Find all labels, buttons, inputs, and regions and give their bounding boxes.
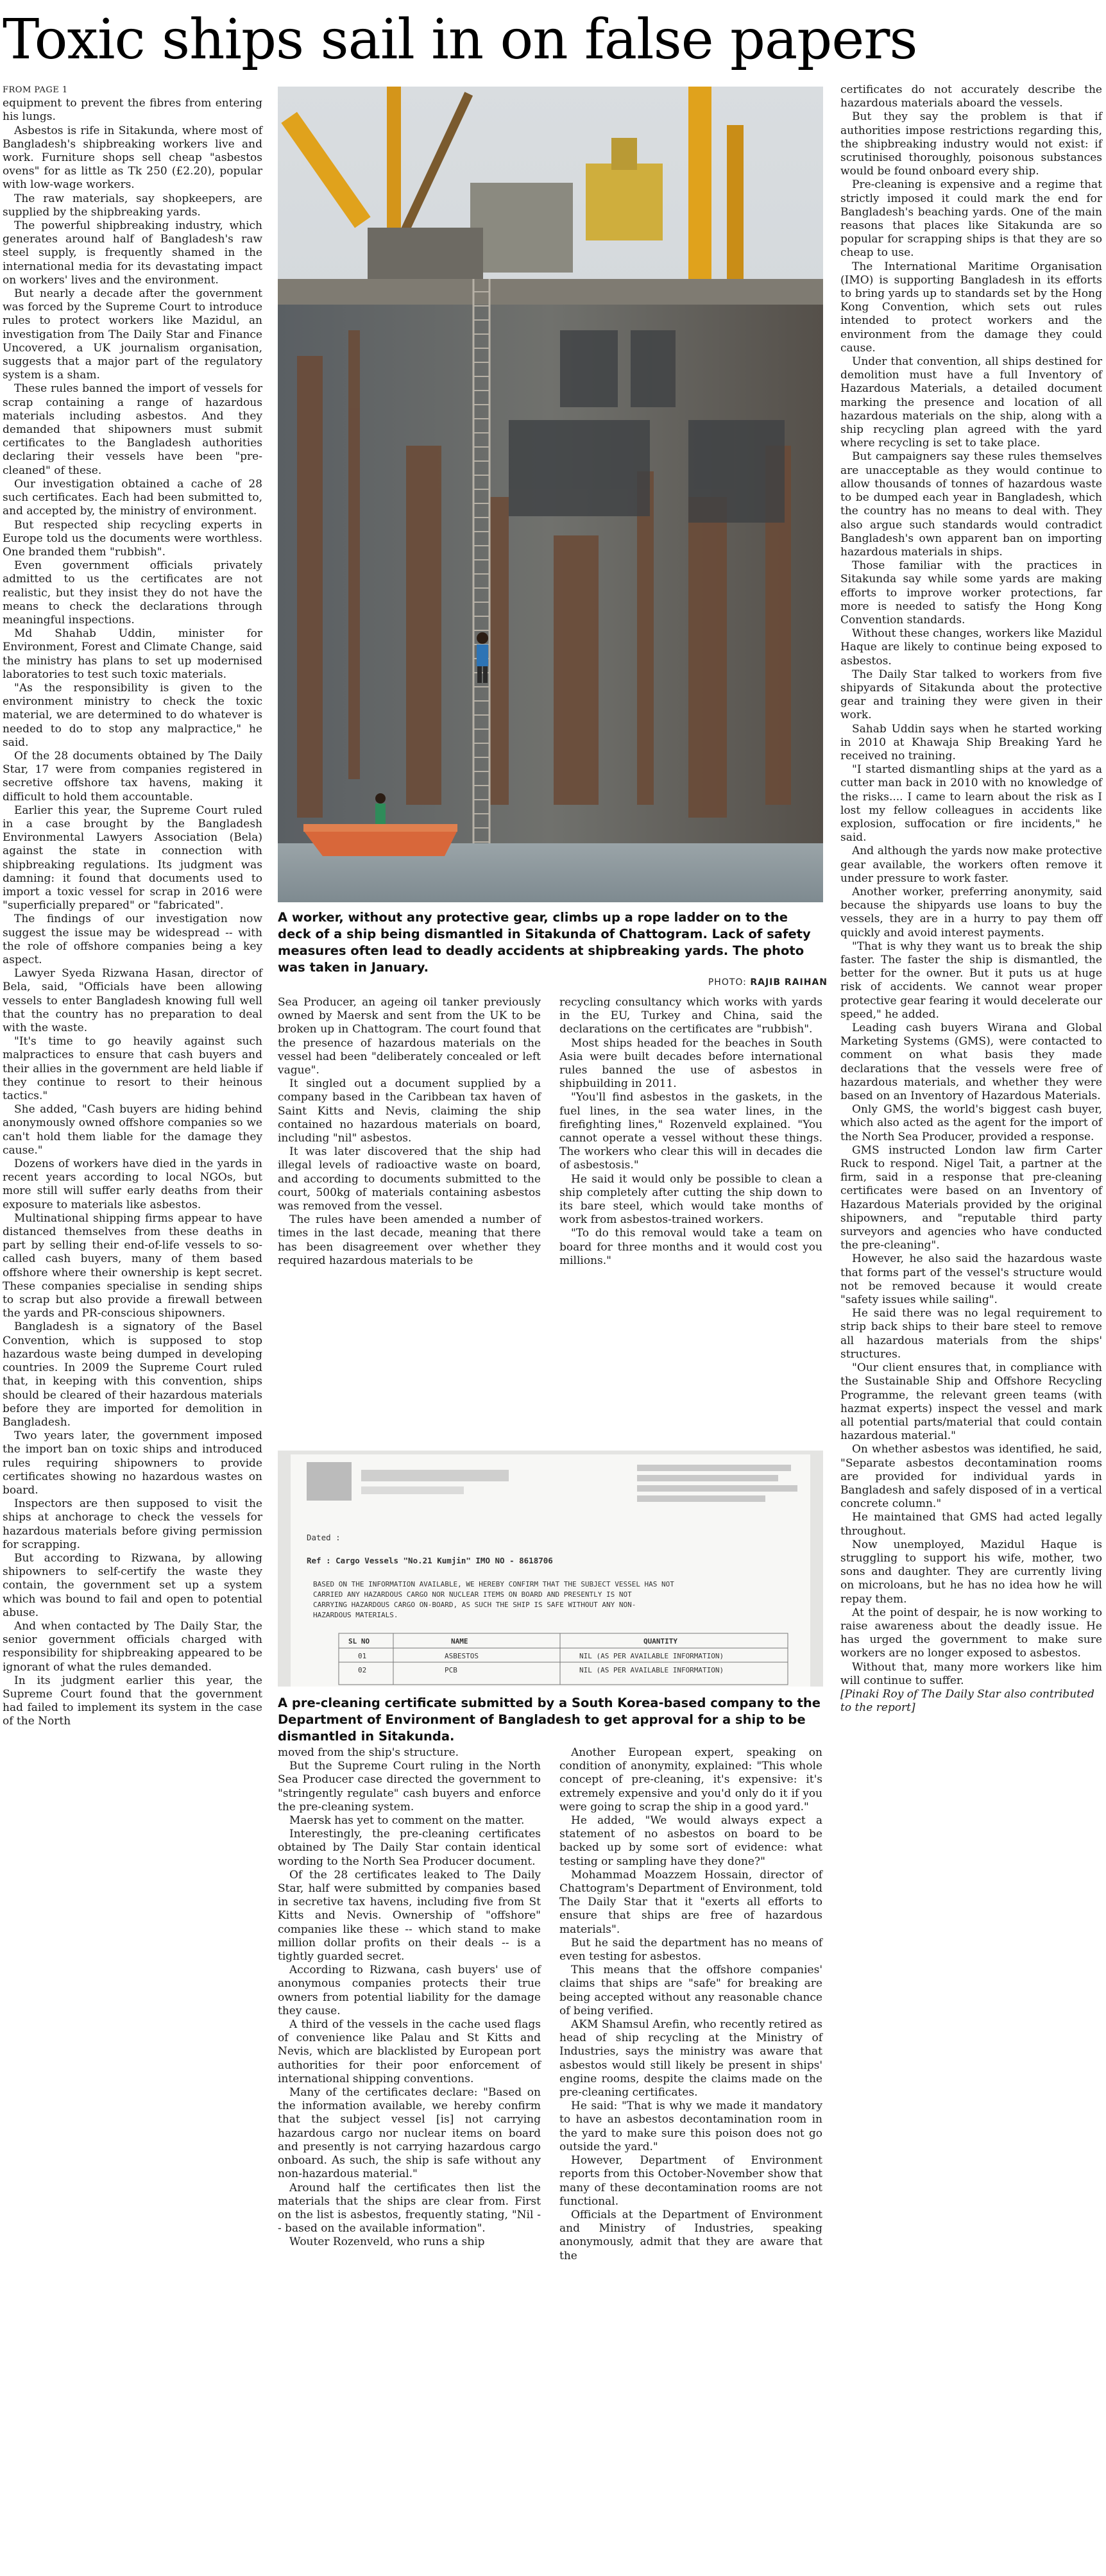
article-column-2-upper (278, 996, 541, 1268)
paragraph: Lawyer Syeda Rizwana Hasan, director of Bela, said, "Officials have been allowing vessels to enter Bangladesh knowing full well that the country has no preparation to deal with the waste. (3, 967, 262, 1035)
paragraph: Earlier this year, the Supreme Court ruled in a case brought by the Bangladesh Environmental Lawyers Association (Bela) against the state in connection with shipbreaking regulations. Its judgment was damning: it found that documents used to import a toxic vessel for scrap in 2016 were "superficially prepared" or "fabricated". (3, 804, 262, 913)
paragraph: certificates do not accurately describe the hazardous materials aboard the vessels. (840, 83, 1102, 110)
cert-dated: Dated : (307, 1533, 341, 1542)
paragraph: Of the 28 certificates leaked to The Daily Star, half were submitted by companies based in secretive tax havens, including five from St Kitts and Nevis. Ownership of "offshore" companies like these -- which stand to make million dollar profits on their deals -- is a tightly guarded secret. (278, 1868, 541, 1964)
paragraph: Now unemployed, Mazidul Haque is struggling to support his wife, mother, two sons and daughter. They are currently living on microloans, but he has no idea how he will repay them. (840, 1538, 1102, 1606)
paragraph: "To do this removal would take a team on board for three months and it would cost you millions." (559, 1227, 822, 1267)
paragraph: In its judgment earlier this year, the Supreme Court found that the government had failed to implement its system in the case of the North (3, 1674, 262, 1728)
paragraph: Under that convention, all ships destined for demolition must have a full Inventory of Hazardous Materials, a detailed document marking the presence and location of all hazardous materials on the ship, along with a ship recycling plan agreed with the yard where recycling is set to take place. (840, 355, 1102, 450)
paragraph: Another European expert, speaking on condition of anonymity, explained: "This whole concept of pre-cleaning, it's expensive: it's extremely expensive and you'd only do it if you were going to scrap the ship in a good yard." (559, 1746, 822, 1814)
paragraph: Those familiar with the practices in Sitakunda say while some yards are making efforts to improve worker protections, far more is needed to satisfy the Hong Kong Convention standards. (840, 559, 1102, 627)
photo-shipbreaking-worker (278, 87, 823, 902)
cert-row-1-qty: NIL (AS PER AVAILABLE INFORMATION) (579, 1652, 724, 1660)
paragraph: He said: "That is why we made it mandatory to have an asbestos decontamination room in the yard to make sure this poison does not go outside the yard." (559, 2100, 822, 2153)
paragraph: This means that the offshore companies' claims that ships are "safe" for breaking are being accepted without any reasonable chance of being verified. (559, 1964, 822, 2017)
cert-th-quantity: QUANTITY (643, 1637, 677, 1646)
photo-credit (674, 977, 828, 988)
photo-certificate (278, 1451, 823, 1687)
paragraph: Wouter Rozenveld, who runs a ship (289, 2235, 485, 2249)
paragraph: "I started dismantling ships at the yard as a cutter man back in 2010 with no knowledge of the risks.... I came to learn about the risk as I lost my fellow colleagues in accidents like explosion, suffocation or fire incidents," he said. (840, 763, 1102, 845)
article-column-2-lower (278, 1746, 541, 2250)
paragraph: A third of the vessels in the cache used flags of convenience like Palau and St Kitts and Nevis, which are blacklisted by European port authorities for their poor enforcement of international shipping conventions. (278, 2018, 541, 2085)
paragraph: It singled out a document supplied by a company based in the Caribbean tax haven of Saint Kitts and Nevis, claiming the ship contained no hazardous materials on board, including "nil" asbestos. (278, 1077, 541, 1145)
paragraph: He added, "We would always expect a statement of no asbestos on board to be backed up by some sort of evidence: what testing or sampling have they done?" (559, 1814, 822, 1868)
paragraph: But they say the problem is that if authorities impose restrictions regarding this, the shipbreaking industry would not exist: if scrutinised thoroughly, poisonous substances would be found onboard every ship. (840, 110, 1102, 178)
paragraph: Pre-cleaning is expensive and a regime that strictly imposed it could mark the end for Bangladesh's beaching yards. One of the main reasons that places like Sitakunda are so popular for scrapping ships is that they are so cheap to use. (840, 178, 1102, 260)
photo-credit-name: RAJIB RAIHAN (750, 977, 828, 988)
paragraph: Many of the certificates declare: "Based on the information available, we hereby confirm that the subject vessel [is] not carrying hazardous cargo nor nuclear items on board and presently is not carrying hazardous cargo onboard. As such, the ship is safe without any non-hazardous material." (278, 2086, 541, 2181)
paragraph: Around half the certificates then list the materials that the ships are clear from. First on the list is asbestos, frequently stating, "Nil -- based on the available information". (278, 2181, 541, 2235)
paragraph: On whether asbestos was identified, he said, "Separate asbestos decontamination rooms are provided for individual yards in Bangladesh and safely disposed of in a vertical concrete column." (840, 1443, 1102, 1511)
cert-row-2-name: PCB (445, 1666, 457, 1674)
paragraph: Mohammad Moazzem Hossain, director of Chattogram's Department of Environment, told The Daily Star that it "exerts all efforts to ensure that ships are free of hazardous materials". (559, 1868, 822, 1936)
paragraph: Inspectors are then supposed to visit the ships at anchorage to check the vessels for hazardous materials before giving permission for scrapping. (3, 1497, 262, 1551)
paragraph: Md Shahab Uddin, minister for Environment, Forest and Climate Change, said the ministry has plans to set up modernised laboratories to test such toxic materials. (3, 627, 262, 681)
paragraph: Without these changes, workers like Mazidul Haque are likely to continue being exposed to asbestos. (840, 627, 1102, 668)
paragraph: According to Rizwana, cash buyers' use of anonymous companies protects their true owners from potential liability for the damage they cause. (278, 1964, 541, 2017)
article-column-3-upper (559, 996, 822, 1268)
paragraph: Multinational shipping firms appear to have distanced themselves from these deaths in part by selling their end-of-life vessels to so-called cash buyers, many of them based offshore where their ownership is kept secret. These companies specialise in sending ships to scrap but also provide a firewall between the yards and PR-conscious shipowners. (3, 1211, 262, 1320)
paragraph: He said it would only be possible to clean a ship completely after cutting the ship down to its bare steel, which would take months of work from asbestos-trained workers. (559, 1172, 822, 1227)
article-column-4 (840, 83, 1102, 1715)
cert-row-1-name: ASBESTOS (445, 1652, 479, 1660)
certificate-document (278, 1451, 823, 1687)
paragraph: "Our client ensures that, in compliance with the Sustainable Ship and Offshore Recycling Programme, the relevant green teams (with hazmat experts) inspect the vessel and mark all potential parts/material that could contain hazardous material." (840, 1361, 1102, 1443)
paragraph: Sea Producer, an ageing oil tanker previously owned by Maersk and sent from the UK to be broken up in Chattogram. The court found that the presence of hazardous materials on the vessel had been "deliberately concealed or left vague". (278, 996, 541, 1077)
paragraph: It was later discovered that the ship had illegal levels of radioactive waste on board, and according to documents submitted to the court, 500kg of materials containing asbestos was removed from the vessel. (278, 1145, 541, 1213)
paragraph: Two years later, the government imposed the import ban on toxic ships and introduced rules requiring shipowners to provide certificates showing no hazardous wastes on board. (3, 1429, 262, 1497)
cert-row-2-sl: 02 (358, 1666, 367, 1674)
paragraph: At the point of despair, he is now working to raise awareness about the deadly issue. He has urged the government to make sure workers are no longer exposed to asbestos. (840, 1606, 1102, 1660)
cert-row-1-sl: 01 (358, 1652, 367, 1660)
paragraph: FROM PAGE 1 (3, 85, 68, 95)
paragraph: Interestingly, the pre-cleaning certificates obtained by The Daily Star contain identical wording to the North Sea Producer document. (278, 1828, 541, 1868)
paragraph: equipment to prevent the fibres from entering his lungs. (3, 97, 262, 124)
paragraph: AKM Shamsul Arefin, who recently retired as head of ship recycling at the Ministry of Industries, says the ministry was aware that asbestos would still likely be present in ships' engine rooms, despite the claims made on the pre-cleaning certificates. (559, 2018, 822, 2100)
paragraph: But the Supreme Court ruling in the North Sea Producer case directed the government to "stringently regulate" cash buyers and enforce the pre-cleaning system. (278, 1760, 541, 1814)
paragraph: But campaigners say these rules themselves are unacceptable as they would continue to allow thousands of tonnes of hazardous waste to be dumped each year in Bangladesh, which the country has no means to deal with. They also argue such standards would contradict Bangladesh's own apparent ban on importing hazardous materials in ships. (840, 450, 1102, 559)
paragraph: She added, "Cash buyers are hiding behind anonymously owned offshore companies so we can't hold them liable for the damage they cause." (3, 1103, 262, 1157)
paragraph: But according to Rizwana, by allowing shipowners to self-certify the waste they contain, the government set up a system which was bound to fail and open to potential abuse. (3, 1551, 262, 1619)
article-column-1 (3, 83, 262, 1729)
paragraph: GMS instructed London law firm Carter Ruck to respond. Nigel Tait, a partner at the firm, said in a response that pre-cleaning certificates were based on an Inventory of Hazardous Materials provided by the original shipowners, and "reputable third party surveyors and agencies who have conducted the pre-cleaning". (840, 1143, 1102, 1252)
paragraph: However, Department of Environment reports from this October-November show that many of these decontamination rooms are not functional. (559, 2154, 822, 2208)
paragraph: Another worker, preferring anonymity, said because the shipyards use loans to buy the vessels, they are in a hurry to pay them off quickly and avoid interest payments. (840, 885, 1102, 939)
article-column-3-lower (559, 1746, 822, 2263)
paragraph: However, he also said the hazardous waste that forms part of the vessel's structure would not be removed because it would create "safety issues while sailing". (840, 1252, 1102, 1307)
paragraph: [Pinaki Roy of The Daily Star also contributed to the report] (840, 1687, 1094, 1715)
paragraph: The findings of our investigation now suggest the issue may be widespread -- with the role of offshore companies being a key aspect. (3, 913, 262, 966)
paragraph: And although the yards now make protective gear available, the workers often remove it under pressure to work faster. (840, 845, 1102, 885)
paragraph: He said there was no legal requirement to strip back ships to their bare steel to remove all hazardous materials from the ships' structures. (840, 1307, 1102, 1361)
cert-th-name: NAME (451, 1637, 468, 1646)
paragraph: Sahab Uddin says when he started working in 2010 at Khawaja Ship Breaking Yard he received no training. (840, 722, 1102, 762)
paragraph: These rules banned the import of vessels for scrap containing a range of hazardous materials including asbestos. And they demanded that shipowners must submit certificates to the Bangladesh authorities declaring their vessels have been "pre-cleaned" of these. (3, 382, 262, 477)
paragraph: Dozens of workers have died in the yards in recent years according to local NGOs, but more still will suffer early deaths from their exposure to materials like asbestos. (3, 1158, 262, 1211)
paragraph: But he said the department has no means of even testing for asbestos. (559, 1936, 822, 1964)
cert-row-2-qty: NIL (AS PER AVAILABLE INFORMATION) (579, 1666, 724, 1674)
paragraph: "That is why they want us to break the ship faster. The faster the ship is dismantled, the better for the owner. But it puts us at huge risk of accidents. We cannot wear proper protective gear fearing it would decelerate our speed," he added. (840, 939, 1102, 1021)
headline: Toxic ships sail in on false papers (3, 8, 917, 72)
paragraph: The powerful shipbreaking industry, which generates around half of Bangladesh's raw steel supply, is frequently shamed in the international media for its devastating impact on workers' lives and the environment. (3, 219, 262, 287)
paragraph: recycling consultancy which works with yards in the EU, Turkey and China, said the declarations on the certificates are "rubbish". (559, 996, 822, 1036)
paragraph: "It's time to go heavily against such malpractices to ensure that cash buyers and their allies in the government are held liable if they continue to resort to their heinous tactics." (3, 1035, 262, 1103)
paragraph: The raw materials, say shopkeepers, are supplied by the shipbreaking yards. (3, 192, 262, 219)
cert-ref: Ref : Cargo Vessels "No.21 Kumjin" IMO NO - 8618706 (307, 1556, 553, 1565)
photo-caption-2: A pre-cleaning certificate submitted by a South Korea-based company to the Department of Environment of Bangladesh to get approval for a ship to be dismantled in Sitakunda. (278, 1696, 821, 1744)
paragraph: And when contacted by The Daily Star, the senior government officials charged with responsibility for shipbreaking appeared to be ignorant of what the rules demanded. (3, 1619, 262, 1674)
ship-illustration (278, 87, 823, 902)
paragraph: Maersk has yet to comment on the matter. (289, 1814, 525, 1828)
cert-body-3: CARRYING HAZARDOUS CARGO ON-BOARD, AS SUCH THE SHIP IS SAFE WITHOUT ANY NON- (313, 1601, 636, 1609)
paragraph: The rules have been amended a number of times in the last decade, meaning that there has been disagreement over whether they required hazardous materials to be (278, 1213, 541, 1267)
photo-caption-1: A worker, without any protective gear, climbs up a rope ladder on to the deck of a ship being dismantled in Sitakunda of Chattogram. Lack of safety measures often lead to deadly accidents at shipbreaking yards. The photo was taken in January. (278, 910, 811, 975)
paragraph: The International Maritime Organisation (IMO) is supporting Bangladesh in its efforts to bring yards up to standards set by the Hong Kong Convention, which sets out rules intended to protect workers and the environment from the damage they could cause. (840, 260, 1102, 355)
paragraph: Bangladesh is a signatory of the Basel Convention, which is supposed to stop hazardous waste being dumped in developing countries. In 2009 the Supreme Court ruled that, in keeping with this convention, ships should be cleared of their hazardous materials before they are imported for demolition in Bangladesh. (3, 1320, 262, 1429)
paragraph: He maintained that GMS had acted legally throughout. (840, 1511, 1102, 1538)
paragraph: Our investigation obtained a cache of 28 such certificates. Each had been submitted to, and accepted by, the ministry of environment. (3, 477, 262, 518)
cert-body-1: BASED ON THE INFORMATION AVAILABLE, WE HEREBY CONFIRM THAT THE SUBJECT VESSEL HAS NOT (313, 1580, 674, 1588)
paragraph: Without that, many more workers like him will continue to suffer. (840, 1660, 1102, 1687)
cert-body-4: HAZARDOUS MATERIALS. (313, 1611, 398, 1619)
paragraph: But nearly a decade after the government was forced by the Supreme Court to introduce rules to protect workers like Mazidul, an investigation from The Daily Star and Finance Uncovered, a UK journalism organisation, suggests that a major part of the regulatory system is a sham. (3, 287, 262, 382)
paragraph: "As the responsibility is given to the environment ministry to check the toxic material, we are determined to do whatever is needed to do to stop any malpractice," he said. (3, 681, 262, 749)
paragraph: Asbestos is rife in Sitakunda, where most of Bangladesh's shipbreaking workers live and work. Furniture shops sell cheap "asbestos ovens" for as little as Tk 250 (£2.20), popular with low-wage workers. (3, 124, 262, 192)
paragraph: "You'll find asbestos in the gaskets, in the fuel lines, in the sea water lines, in the firefighting lines," Rozenveld explained. "You cannot operate a vessel without these things. The workers who clear this will in decades die of asbestosis." (559, 1091, 822, 1172)
paragraph: Only GMS, the world's biggest cash buyer, which also acted as the agent for the import of the North Sea Producer, provided a response. (840, 1103, 1102, 1143)
paragraph: Leading cash buyers Wirana and Global Marketing Systems (GMS), were contacted to comment on what basis they made declarations that the vessels were free of hazardous materials, and whether they were based on an Inventory of Hazardous Materials. (840, 1022, 1102, 1103)
paragraph: Of the 28 documents obtained by The Daily Star, 17 were from companies registered in secretive offshore tax havens, making it difficult to hold them accountable. (3, 749, 262, 804)
paragraph: Most ships headed for the beaches in South Asia were built decades before international rules banned the use of asbestos in shipbuilding in 2011. (559, 1036, 822, 1091)
photo-credit-label: PHOTO: (708, 977, 747, 988)
cert-body-2: CARRIED ANY HAZARDOUS CARGO NOR NUCLEAR ITEMS ON BOARD AND PRESENTLY IS NOT (313, 1590, 632, 1599)
paragraph: The Daily Star talked to workers from five shipyards of Sitakunda about the protective gear and training they were given in their work. (840, 668, 1102, 722)
paragraph: moved from the ship's structure. (278, 1746, 459, 1759)
paragraph: Even government officials privately admitted to us the certificates are not realistic, but they insist they do not have the means to check the declarations through meaningful inspections. (3, 559, 262, 627)
paragraph: But respected ship recycling experts in Europe told us the documents were worthless. One branded them "rubbish". (3, 518, 262, 559)
paragraph: Officials at the Department of Environment and Ministry of Industries, speaking anonymously, admit that they are aware that the (559, 2208, 822, 2262)
cert-th-slno: SL NO (348, 1637, 370, 1646)
